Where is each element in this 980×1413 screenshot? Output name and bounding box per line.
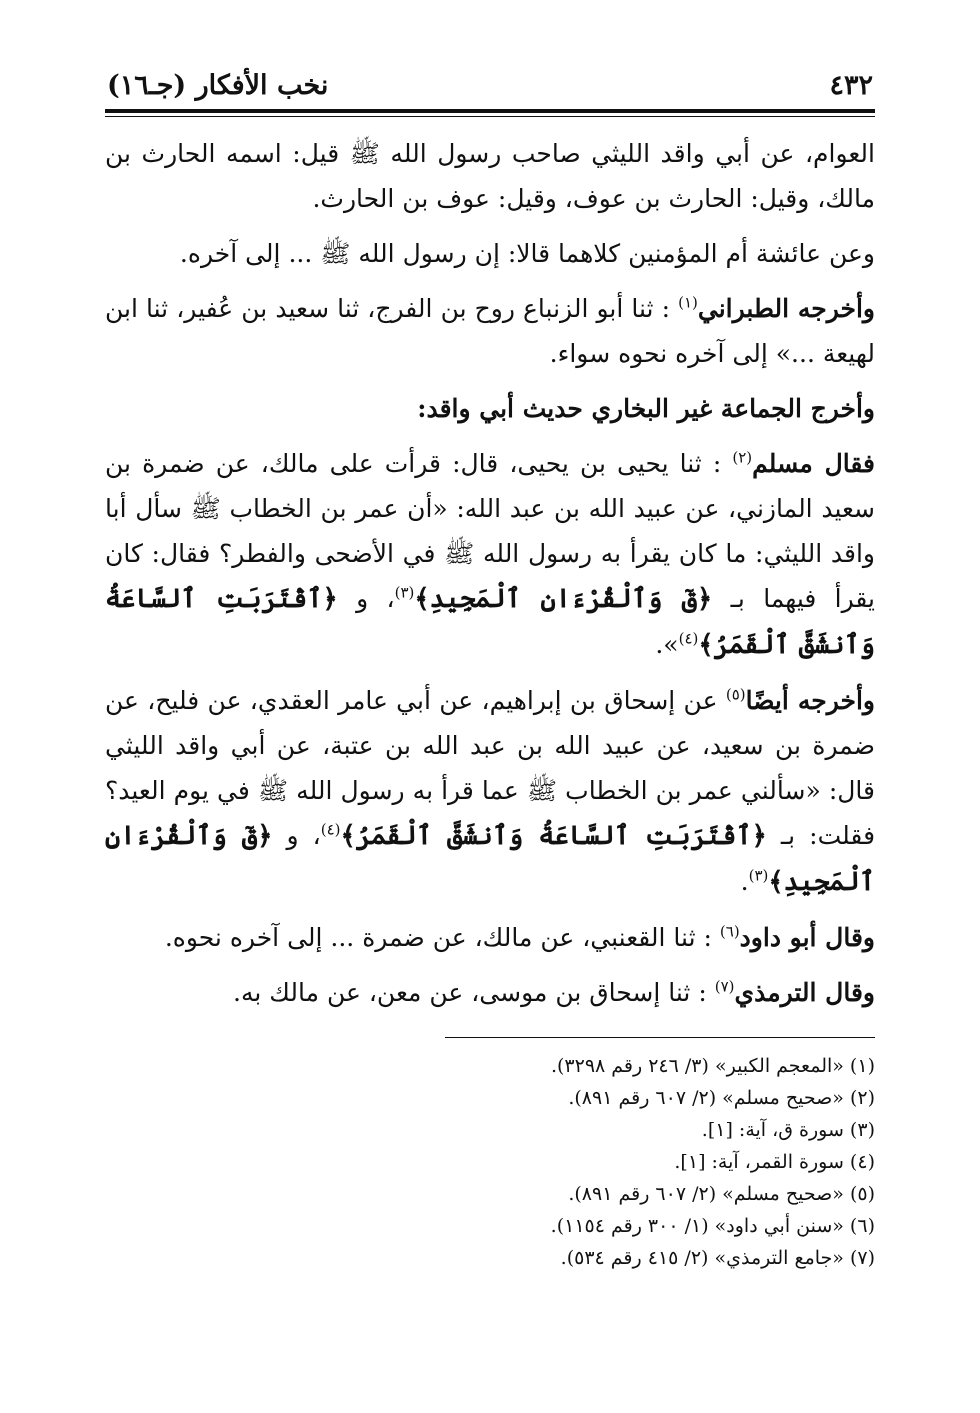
- footnote-ref: (٤): [320, 820, 341, 839]
- footnote-ref: (٢): [732, 448, 753, 467]
- footnote-ref: (١): [678, 293, 698, 312]
- running-header: [105, 70, 875, 107]
- quran-verse: ﴿قٓ وَٱلْقُرْءَانِ ٱلْمَجِيدِ﴾: [105, 821, 875, 897]
- paragraph-muslim: [105, 441, 875, 668]
- closing-text: ».: [655, 630, 679, 659]
- footnote-ref: (٤): [678, 629, 699, 648]
- paragraph-text: وعن عائشة أم المؤمنين كلاهما قالا: إن رسول الله ﷺ ... إلى آخره.: [179, 239, 875, 268]
- page-number: ٤٣٢: [829, 70, 873, 101]
- closing-text: .: [740, 867, 749, 896]
- footnote-ref: (٥): [725, 685, 746, 704]
- paragraph-abu-waqid: [105, 131, 875, 221]
- footnote-item: (٧) «جامع الترمذي» (٢/ ٤١٥ رقم ٥٣٤).: [560, 1247, 875, 1269]
- paragraph-lead: فقال مسلم: [752, 449, 875, 478]
- book-page: [105, 70, 875, 1274]
- footnote-item: (٥) «صحيح مسلم» (٢/ ٦٠٧ رقم ٨٩١).: [568, 1183, 875, 1205]
- joiner-text: ، و: [356, 584, 395, 613]
- paragraph-text: : ثنا أبو الزنباع روح بن الفرج، ثنا سعيد بن عُفير، ثنا ابن لهيعة ...» إلى آخره نحوه سواء.: [105, 294, 875, 368]
- paragraph-tabarani: [105, 286, 875, 376]
- paragraph-tirmidhi: [105, 970, 875, 1015]
- quran-verse: ﴿ٱقْتَرَبَتِ ٱلسَّاعَةُ وَٱنشَقَّ ٱلْقَمَرُ﴾: [340, 821, 767, 851]
- footnote-ref: (٣): [394, 583, 415, 602]
- footnote-item: (٤) سورة القمر، آية: [١].: [674, 1151, 875, 1173]
- paragraph-lead: وأخرجه الطبراني: [697, 294, 876, 323]
- paragraph-lead: وأخرجه أيضًا: [745, 686, 876, 715]
- paragraph-text: : ثنا يحيى بن يحيى، قال: قرأت على مالك، عن ضمرة بن سعيد المازني، عن عبيد الله بن عبد الله: «أن عمر بن الخطاب ﷺ سأل أبا واقد الليثي: ما كان يقرأ به رسول الله ﷺ في الأضحى والفطر؟ فقال: كان يقرأ فيهما بـ: [105, 449, 875, 613]
- footnotes-list: [105, 1050, 875, 1274]
- footnote-item: (٦) «سنن أبي داود» (١/ ٣٠٠ رقم ١١٥٤).: [550, 1215, 875, 1237]
- footnote-item: (١) «المعجم الكبير» (٣/ ٢٤٦ رقم ٣٢٩٨).: [550, 1055, 875, 1077]
- paragraph-lead: وقال أبو داود: [739, 923, 875, 952]
- header-rule-thick: [105, 109, 875, 113]
- paragraph-text: : ثنا إسحاق بن موسى، عن معن، عن مالك به.: [233, 978, 707, 1007]
- paragraph-lead: وقال الترمذي: [734, 978, 875, 1007]
- quran-verse: ﴿قٓ وَٱلْقُرْءَانِ ٱلْمَجِيدِ﴾: [414, 584, 713, 614]
- footnote-item: (٣) سورة ق، آية: [١].: [701, 1119, 875, 1141]
- footnote-ref: (٣): [748, 866, 769, 885]
- section-heading: وأخرج الجماعة غير البخاري حديث أبي واقد:: [417, 394, 875, 423]
- footnote-ref: (٦): [719, 922, 740, 941]
- paragraph-abu-dawud: [105, 915, 875, 960]
- book-title: نخب الأفكار (جـ١٦): [107, 70, 329, 101]
- footnote-ref: (٧): [714, 977, 735, 996]
- paragraph-text: العوام، عن أبي واقد الليثي صاحب رسول الله ﷺ قيل: اسمه الحارث بن مالك، وقيل: الحارث بن عوف، وقيل: عوف بن الحارث.: [105, 139, 875, 213]
- quran-verse: ﴿ٱقْتَرَبَتِ ٱلسَّاعَةُ وَٱنشَقَّ ٱلْقَمَرُ﴾: [105, 584, 875, 660]
- header-rule-thin: [105, 116, 875, 117]
- paragraph-also: [105, 678, 875, 905]
- footnote-separator: [445, 1037, 875, 1038]
- paragraph-aisha: [105, 231, 875, 276]
- footnote-item: (٢) «صحيح مسلم» (٢/ ٦٠٧ رقم ٨٩١).: [568, 1087, 875, 1109]
- paragraph-text: عن إسحاق بن إبراهيم، عن أبي عامر العقدي، عن فليح، عن ضمرة بن سعيد، عن عبيد الله بن عبد الله بن عتبة، عن أبي واقد الليثي قال: «سألني عمر بن الخطاب ﷺ عما قرأ به رسول الله ﷺ في يوم العيد؟ فقلت: بـ: [105, 686, 876, 850]
- joiner-text: ، و: [286, 821, 321, 850]
- paragraph-text: : ثنا القعنبي، عن مالك، عن ضمرة ... إلى آخره نحوه.: [164, 923, 712, 952]
